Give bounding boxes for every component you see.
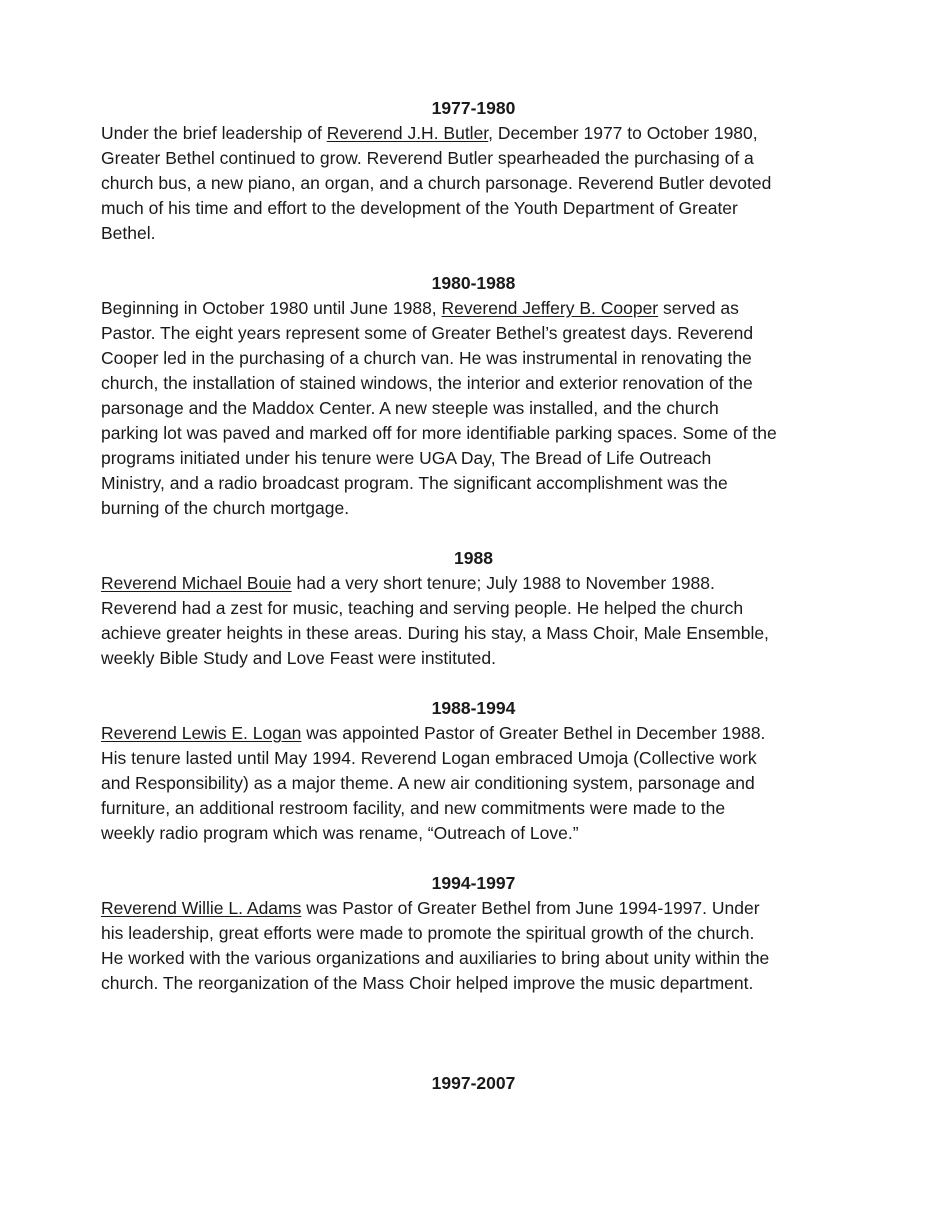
section-paragraph (101, 296, 846, 521)
paragraph-line: Reverend had a zest for music, teaching and serving people. He helped the church (101, 598, 744, 618)
section-heading: 1977-1980 (431, 98, 516, 118)
paragraph-line: his leadership, great efforts were made to promote the spiritual growth of the church. (101, 923, 755, 943)
document-page (101, 96, 846, 1121)
paragraph-line: furniture, an additional restroom facility, and new commitments were made to the (101, 798, 726, 818)
section-heading: 1980-1988 (431, 273, 516, 293)
paragraph-line: Cooper led in the purchasing of a church van. He was instrumental in renovating the (101, 348, 752, 368)
history-section-1977-1980 (101, 96, 846, 246)
paragraph-line: and Responsibility) as a major theme. A new air conditioning system, parsonage and (101, 773, 755, 793)
paragraph-line: His tenure lasted until May 1994. Reverend Logan embraced Umoja (Collective work (101, 748, 757, 768)
paragraph-line: burning of the church mortgage. (101, 498, 350, 518)
paragraph-line (101, 721, 846, 746)
paragraph-line: Ministry, and a radio broadcast program. The significant accomplishment was the (101, 473, 728, 493)
section-paragraph (101, 721, 846, 846)
line-text: , December 1977 to October 1980, (488, 123, 758, 143)
line-text: Under the brief leadership of (101, 123, 327, 143)
pastor-name: Reverend Michael Bouie (101, 573, 292, 593)
line-text: had a very short tenure; July 1988 to November 1988. (291, 573, 715, 593)
paragraph-line: much of his time and effort to the development of the Youth Department of Greater (101, 198, 738, 218)
line-text: was Pastor of Greater Bethel from June 1994-1997. Under (301, 898, 760, 918)
paragraph-line: church bus, a new piano, an organ, and a church parsonage. Reverend Butler devoted (101, 173, 772, 193)
paragraph-line: He worked with the various organizations and auxiliaries to bring about unity within the (101, 948, 770, 968)
paragraph-line: achieve greater heights in these areas. During his stay, a Mass Choir, Male Ensemble, (101, 623, 769, 643)
paragraph-line: programs initiated under his tenure were UGA Day, The Bread of Life Outreach (101, 448, 712, 468)
paragraph-line: parsonage and the Maddox Center. A new steeple was installed, and the church (101, 398, 719, 418)
paragraph-line: church, the installation of stained windows, the interior and exterior renovation of the (101, 373, 753, 393)
pastor-name: Reverend J.H. Butler (326, 123, 489, 143)
pastor-name: Reverend Jeffery B. Cooper (441, 298, 659, 318)
paragraph-line: weekly Bible Study and Love Feast were instituted. (101, 648, 496, 668)
section-paragraph (101, 896, 846, 996)
history-section-1994-1997 (101, 871, 846, 996)
paragraph-line: parking lot was paved and marked off for more identifiable parking spaces. Some of the (101, 423, 777, 443)
history-section-1988 (101, 546, 846, 671)
paragraph-line: church. The reorganization of the Mass Choir helped improve the music department. (101, 973, 754, 993)
paragraph-line (101, 121, 846, 146)
line-text: served as (658, 298, 739, 318)
pastor-name: Reverend Lewis E. Logan (101, 723, 302, 743)
pastor-name: Reverend Willie L. Adams (101, 898, 302, 918)
line-text: Beginning in October 1980 until June 1988, (101, 298, 442, 318)
paragraph-line (101, 571, 846, 596)
history-section-1997-2007 (101, 1071, 846, 1096)
paragraph-line: Pastor. The eight years represent some of Greater Bethel’s greatest days. Reverend (101, 323, 754, 343)
section-heading: 1988 (454, 548, 493, 568)
paragraph-line: Greater Bethel continued to grow. Reverend Butler spearheaded the purchasing of a (101, 148, 754, 168)
paragraph-line (101, 896, 846, 921)
history-section-1980-1988 (101, 271, 846, 521)
section-heading: 1988-1994 (431, 698, 516, 718)
section-heading: 1994-1997 (431, 873, 516, 893)
section-paragraph (101, 121, 846, 246)
paragraph-line: Bethel. (101, 223, 156, 243)
line-text: was appointed Pastor of Greater Bethel in December 1988. (301, 723, 766, 743)
history-section-1988-1994 (101, 696, 846, 846)
blank-space (101, 1021, 846, 1071)
paragraph-line (101, 296, 846, 321)
paragraph-line: weekly radio program which was rename, “Outreach of Love.” (101, 823, 579, 843)
section-heading: 1997-2007 (431, 1073, 516, 1093)
section-paragraph (101, 571, 846, 671)
